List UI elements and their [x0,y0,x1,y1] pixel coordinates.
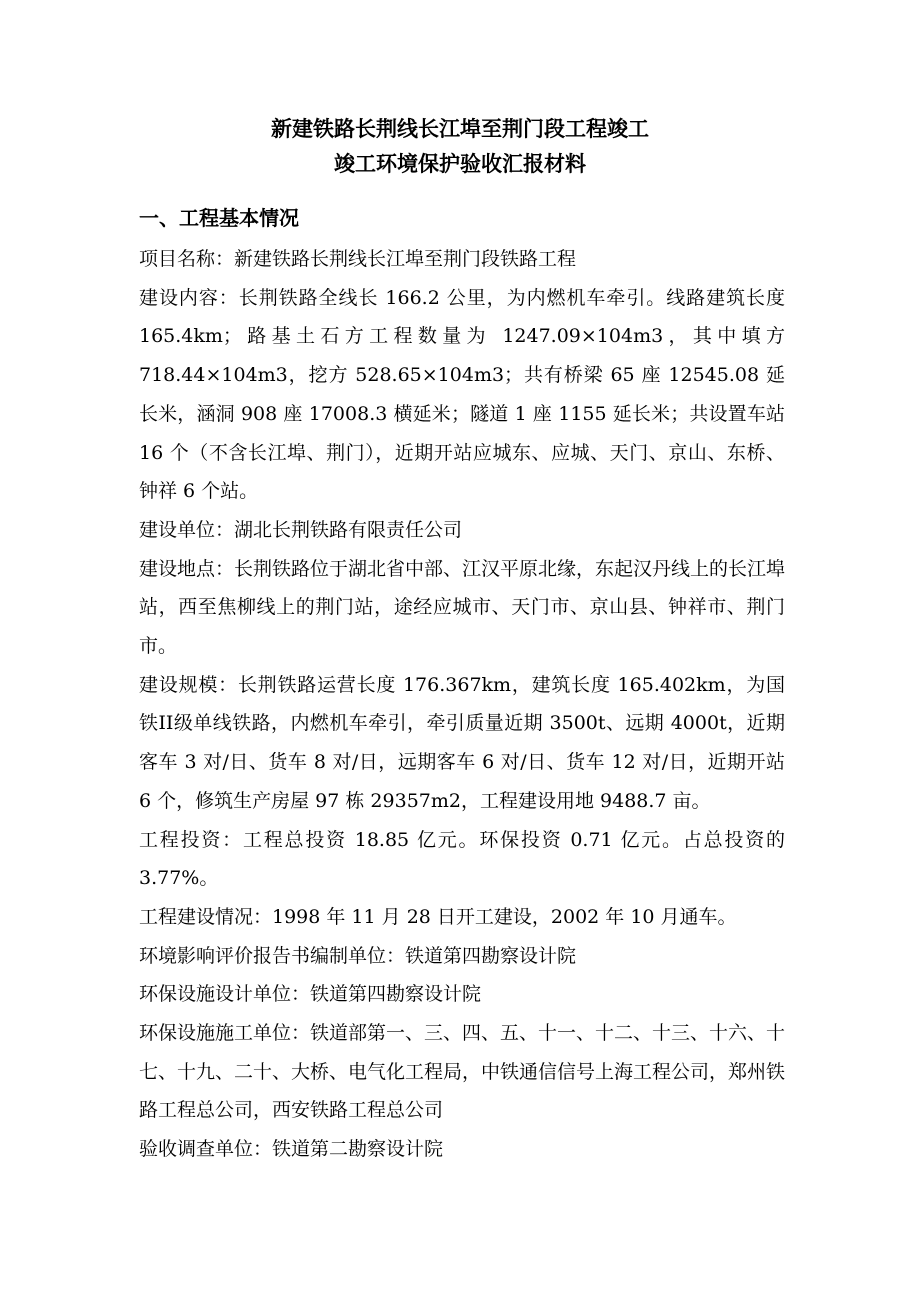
paragraph-env-design-unit: 环保设施设计单位：铁道第四勘察设计院 [139,983,482,1006]
document-title-line-1: 新建铁路长荆线长江埠至荆门段工程竣工 [271,117,649,141]
paragraph-construction-unit: 建设单位：湖北长荆铁路有限责任公司 [139,518,463,541]
paragraph-eia-report-unit: 环境影响评价报告书编制单位：铁道第四勘察设计院 [139,944,577,967]
paragraph-acceptance-survey-unit: 验收调查单位：铁道第二勘察设计院 [139,1138,444,1161]
section-heading: 一、工程基本情况 [139,206,299,230]
paragraph-construction-scale: 建设规模：长荆铁路运营长度 176.367km，建筑长度 165.402km，为国铁II级单线铁路，内燃机车牵引，牵引质量近期 3500t、远期 4000t，近期客车 3 对/日、货车 8 对/日，远期客车 6 对/日、货车 12 对/日，近期开站 6 个，修筑生产房屋 97 栋 29357m2，工程建设用地 9488.7 亩。 [139,673,785,812]
paragraph-construction-location: 建设地点：长荆铁路位于湖北省中部、江汉平原北缘，东起汉丹线上的长江埠站，西至焦柳线上的荆门站，途经应城市、天门市、京山县、钟祥市、荆门市。 [139,557,786,658]
document-body [139,240,785,1169]
paragraph-project-name: 项目名称：新建铁路长荆线长江埠至荆门段铁路工程 [139,248,577,270]
document-title-line-2: 竣工环境保护验收汇报材料 [334,152,586,176]
paragraph-construction-content: 建设内容：长荆铁路全线长 166.2 公里，为内燃机车牵引。线路建筑长度 165.4km；路基土石方工程数量为 1247.09×104m3，其中填方 718.44×104m3，挖方 528.65×104m3；共有桥梁 65 座 12545.08 延长米，涵洞 908 座 17008.3 横延米；隧道 1 座 1155 延长米；共设置车站 16 个（不含长江埠、荆门），近期开站应城东、应城、天门、京山、东桥、钟祥 6 个站。 [139,286,785,503]
paragraph-construction-status: 工程建设情况：1998 年 11 月 28 日开工建设，2002 年 10 月通车。 [139,905,737,928]
paragraph-env-construction-unit: 环保设施施工单位：铁道部第一、三、四、五、十一、十二、十三、十六、十七、十九、二十、大桥、电气化工程局，中铁通信信号上海工程公司，郑州铁路工程总公司，西安铁路工程总公司 [139,1022,786,1122]
paragraph-investment: 工程投资：工程总投资 18.85 亿元。环保投资 0.71 亿元。占总投资的 3.77%。 [139,828,785,890]
